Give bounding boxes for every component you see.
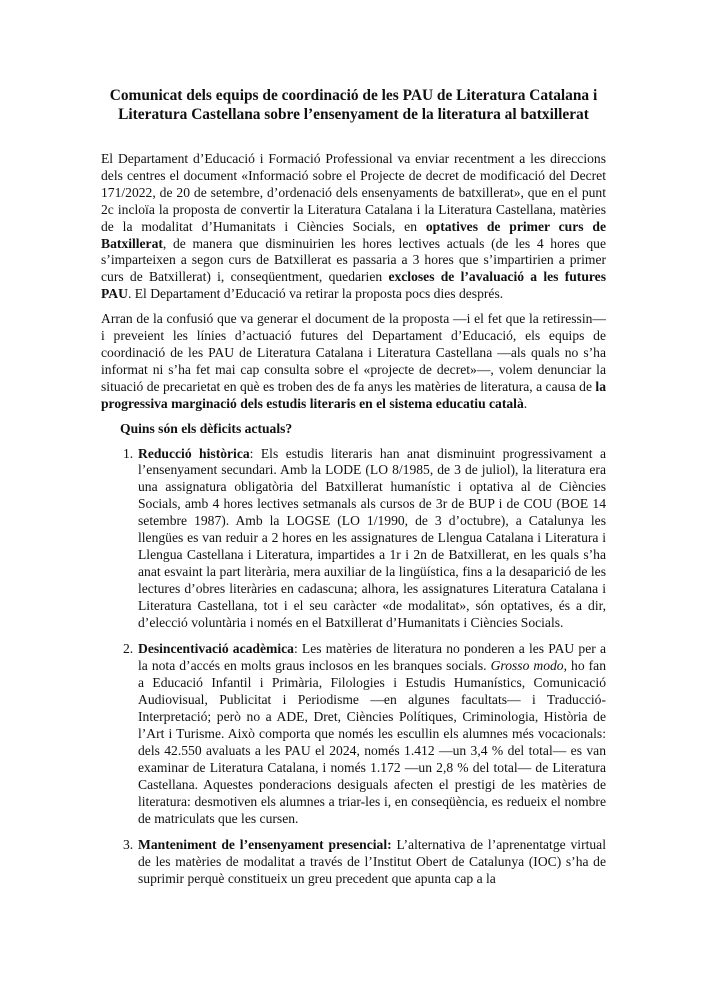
text-run: Arran de la confusió que va generar el document de la proposta —i el fet que la retiressin— i preveient les línies d’actuació futures del Departament d’Educació, els equips de coordinació de les PAU de Literatura Catalana i Literatura Castellana —als quals no s’ha informat ni s’ha fet mai cap consulta sobre el «projecte de decret»—, volem denunciar la situació de precarietat en què es troben des de fa anys les matèries de literatura, a causa de [101,311,606,394]
list-item-number: 1. [123,445,134,461]
document-body [101,151,606,898]
list-item-heading: Manteniment de l’ensenyament presencial: [138,837,392,853]
list-item-number: 3. [123,837,134,853]
deficits-list [101,446,606,889]
list-item-text: : Les matèries de literatura no ponderen a les PAU per a la nota d’accés en molts graus inclosos en les branques socials. [138,641,606,674]
bold-run: la progressiva marginació dels estudis literaris en el sistema educatiu català [101,378,606,411]
text-run: , de manera que disminuirien les hores lectives actuals (de les 4 hores que s’imparteixen a segon curs de Batxillerat es passaria a 3 hores que s’impartirien a primer curs de Batxillerat) i, conseqüentment, quedarien [101,235,606,285]
list-item-text: , ho fan a Educació Infantil i Primària, Filologies i Estudis Humanístics, Comunicació Audiovisual, Publicitat i Periodisme —en algunes facultats— i Traducció-Interpretació; però no a ADE, Dret, Ciències Polítiques, Criminologia, Història de l’Art i Turisme. Això comporta que només les escullin els alumnes més vocacionals: dels 42.550 avaluats a les PAU el 2024, només 1.412 —un 3,4 % del total— es van examinar de Literatura Catalana, i només 1.172 —un 2,8 % del total— de Literatura Castellana. Aquestes ponderacions desiguals afecten el prestigi de les matèries de literatura: desmotiven els alumnes a triar-les i, en conseqüència, es redueix el nombre de matriculats que les cursen. [138,658,606,826]
bold-run: optatives de primer curs de Batxillerat [101,218,607,251]
list-item [101,641,606,827]
document-title: Comunicat dels equips de coordinació de les PAU de Literatura Catalana i Literatura Castellana sobre l’ensenyament de la literatura al batxillerat [109,87,598,123]
bold-run: excloses de l’avaluació a les futures PAU [101,269,606,302]
list-item [101,837,606,888]
list-item-number: 2. [123,641,134,657]
text-run: El Departament d’Educació i Formació Professional va enviar recentment a les direccions dels centres el document «Informació sobre el Projecte de decret de modificació del Decret 171/2022, de 20 de setembre, d’ordenació dels ensenyaments de batxillerat», que en el punt 2c incloïa la proposta de convertir la Literatura Catalana i la Literatura Castellana, matèries de la modalitat d’Humanitats i Ciències Socials, en [101,151,606,234]
section-heading: Quins són els dèficits actuals? [120,420,293,436]
list-item-heading: Reducció històrica [138,445,250,461]
list-item-heading: Desincentivació acadèmica [138,641,294,657]
text-run: . [523,395,528,411]
list-item-text: L’alternativa de l’aprenentatge virtual de les matèries de modalitat a través de l’Institut Obert de Catalunya (IOC) s’ha de suprimir perquè constitueix un greu precedent que apunta cap a la [138,837,606,887]
italic-run: Grosso modo [490,658,564,674]
text-run: . El Departament d’Educació va retirar la proposta pocs dies després. [127,286,504,302]
paragraph-intro [101,151,606,303]
list-item [101,446,606,632]
paragraph-denounce [101,311,606,412]
list-item-text: : Els estudis literaris han anat disminuint progressivament a l’ensenyament secundari. Amb la LODE (LO 8/1985, de 3 de juliol), la literatura era una assignatura obligatòria del Batxillerat humanístic i optativa al de Ciències Socials, amb 4 hores lectives setmanals als cursos de 3r de BUP i de COU (BOE 14 setembre 1987). Amb la LOGSE (LO 1/1990, de 3 d’octubre), a Catalunya les llengües es van reduir a 2 hores en les assignatures de Llengua Catalana i Literatura i Llengua Castellana i Literatura, impartides a 1r i 2n de Batxillerat, en les quals s’ha anat esvaint la part literària, mera auxiliar de la lingüística, fins a la desaparició de les lectures d’obres literàries en cadascuna; alhora, les assignatures Literatura Catalana i Literatura Castellana, tot i el seu caràcter «de modalitat», són optatives, és a dir, d’elecció voluntària i només en el Batxillerat d’Humanitats i Ciències Socials. [138,445,606,630]
